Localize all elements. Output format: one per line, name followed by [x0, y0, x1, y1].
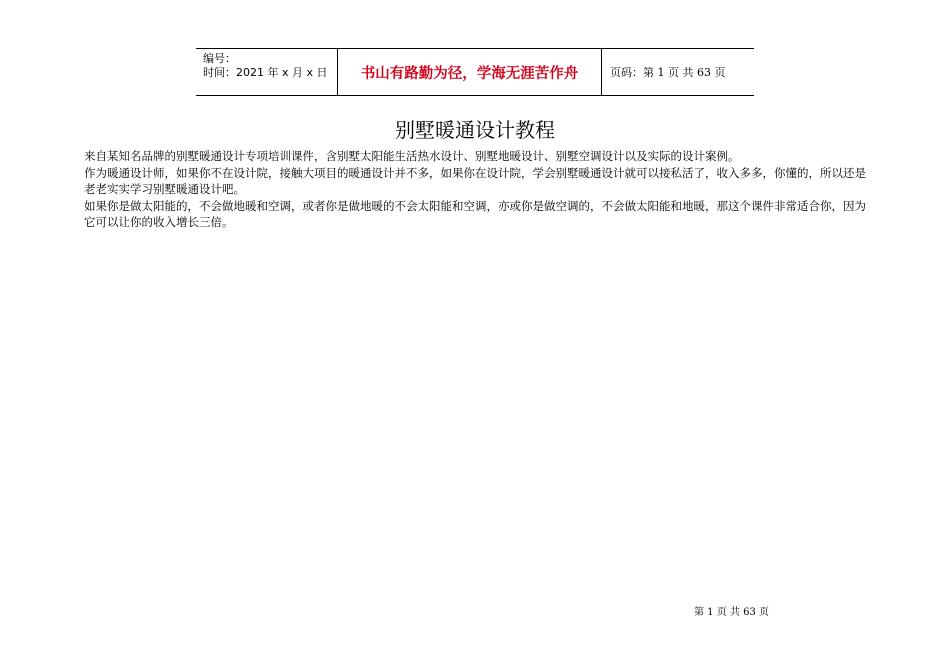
body-paragraph: 作为暖通设计师，如果你不在设计院，接触大项目的暖通设计并不多，如果你在设计院，学会别墅暖通设计就可以接私活了，收入多多，你懂的，所以还是老老实实学习别墅暖通设计吧。: [84, 165, 866, 196]
header-motto-cell: [338, 49, 602, 95]
body-paragraph: 来自某知名品牌的别墅暖通设计专项培训课件，含别墅太阳能生活热水设计、别墅地暖设计、别墅空调设计以及实际的设计案例。: [84, 149, 740, 163]
document-header: [196, 48, 754, 96]
document-body: [84, 148, 874, 231]
document-number-label: 编号：: [203, 52, 236, 65]
header-motto: 书山有路勤为径，学海无涯苦作舟: [360, 65, 579, 82]
document-title: 别墅暖通设计教程: [395, 118, 555, 142]
document-time-label: 时间：2021 年 x 月 x 日: [203, 66, 328, 79]
header-meta-cell: [196, 49, 338, 95]
footer-page-number: 第 1 页 共 63 页: [694, 607, 769, 618]
header-page-info: 页码：第 1 页 共 63 页: [610, 66, 726, 79]
body-paragraph: 如果你是做太阳能的，不会做地暖和空调，或者你是做地暖的不会太阳能和空调，亦或你是做空调的，不会做太阳能和地暖，那这个课件非常适合你，因为它可以让你的收入增长三倍。: [84, 198, 866, 229]
